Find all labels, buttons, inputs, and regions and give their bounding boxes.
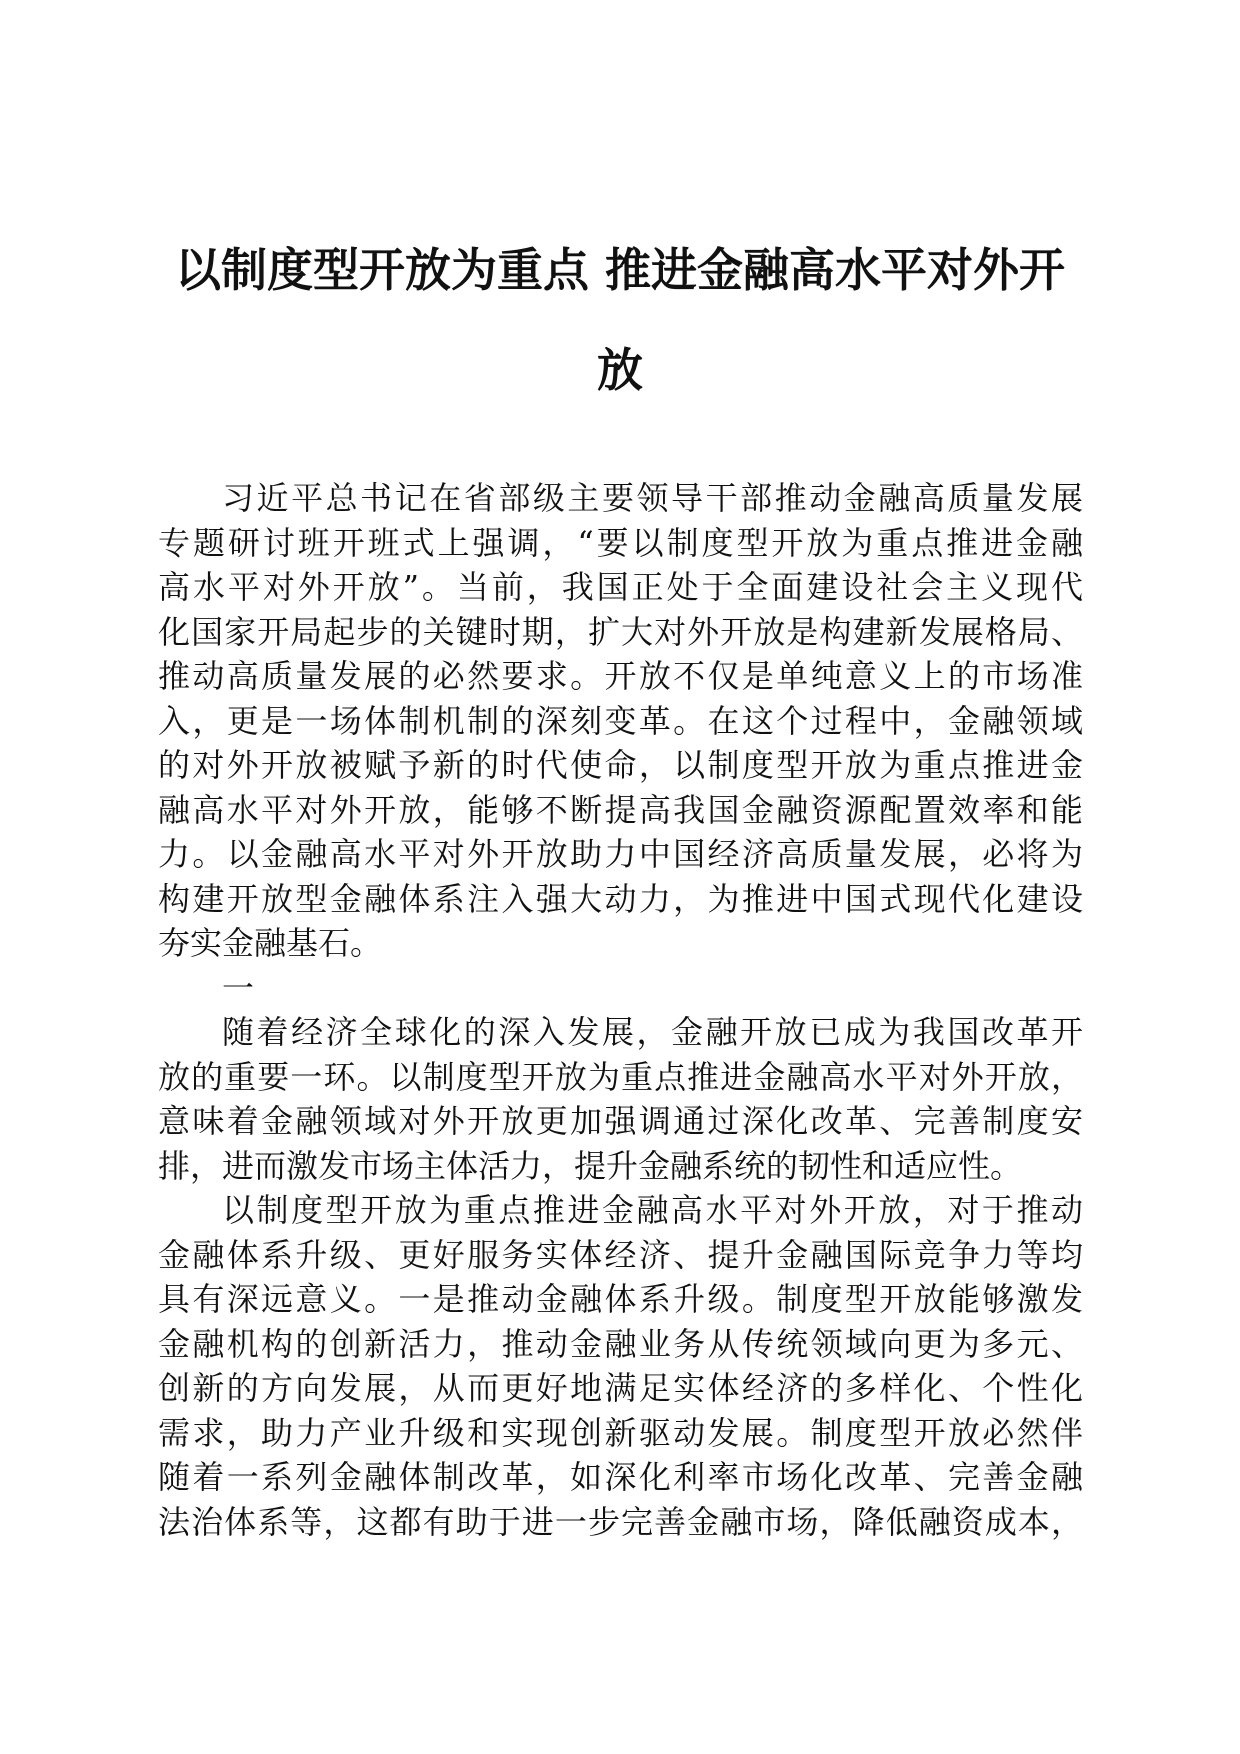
paragraph-line: 力。以金融高水平对外开放助力中国经济高质量发展，必将为 (158, 835, 1083, 873)
document-title (150, 220, 1090, 420)
paragraph-line: 的对外开放被赋予新的时代使命，以制度型开放为重点推进金 (158, 746, 1083, 784)
paragraph-line: 入，更是一场体制机制的深刻变革。在这个过程中，金融领域 (158, 701, 1083, 740)
paragraph-line: 随着一系列金融体制改革，如深化利率市场化改革、完善金融 (158, 1458, 1083, 1496)
title-line-2: 放 (597, 343, 643, 397)
paragraph-line: 需求，助力产业升级和实现创新驱动发展。制度型开放必然伴 (158, 1413, 1083, 1452)
paragraph-line: 融高水平对外开放，能够不断提高我国金融资源配置效率和能 (158, 790, 1083, 829)
section-number: 一 (222, 968, 255, 1007)
section-heading (158, 966, 1083, 1011)
paragraph-line: 习近平总书记在省部级主要领导干部推动金融高质量发展 (222, 479, 1083, 517)
paragraph-line: 专题研讨班开班式上强调，“要以制度型开放为重点推进金融 (158, 523, 1083, 562)
paragraph-line: 意味着金融领域对外开放更加强调通过深化改革、完善制度安 (158, 1102, 1083, 1140)
paragraph-line: 构建开放型金融体系注入强大动力，为推进中国式现代化建设 (158, 879, 1083, 918)
paragraph-line: 放的重要一环。以制度型开放为重点推进金融高水平对外开放， (158, 1057, 1083, 1096)
paragraph-line: 夯实金融基石。 (158, 924, 383, 962)
document-body (158, 476, 1083, 1544)
paragraph-line: 以制度型开放为重点推进金融高水平对外开放，对于推动 (222, 1191, 1083, 1229)
title-line-1: 以制度型开放为重点 推进金融高水平对外开 (174, 243, 1065, 297)
paragraph-line: 创新的方向发展，从而更好地满足实体经济的多样化、个性化 (158, 1369, 1083, 1407)
paragraph-1 (158, 476, 1083, 966)
paragraph-line: 化国家开局起步的关键时期，扩大对外开放是构建新发展格局、 (158, 612, 1083, 651)
paragraph-line: 金融体系升级、更好服务实体经济、提升金融国际竞争力等均 (158, 1235, 1083, 1274)
paragraph-line: 具有深远意义。一是推动金融体系升级。制度型开放能够激发 (158, 1280, 1083, 1318)
paragraph-line: 排，进而激发市场主体活力，提升金融系统的韧性和适应性。 (158, 1146, 1023, 1185)
paragraph-3 (158, 1188, 1083, 1544)
paragraph-line: 高水平对外开放”。当前，我国正处于全面建设社会主义现代 (158, 568, 1083, 606)
paragraph-2 (158, 1010, 1083, 1188)
paragraph-line: 金融机构的创新活力，推动金融业务从传统领域向更为多元、 (158, 1324, 1083, 1363)
paragraph-line: 法治体系等，这都有助于进一步完善金融市场，降低融资成本， (158, 1502, 1083, 1541)
paragraph-line: 推动高质量发展的必然要求。开放不仅是单纯意义上的市场准 (158, 657, 1083, 695)
paragraph-line: 随着经济全球化的深入发展，金融开放已成为我国改革开 (222, 1013, 1083, 1051)
